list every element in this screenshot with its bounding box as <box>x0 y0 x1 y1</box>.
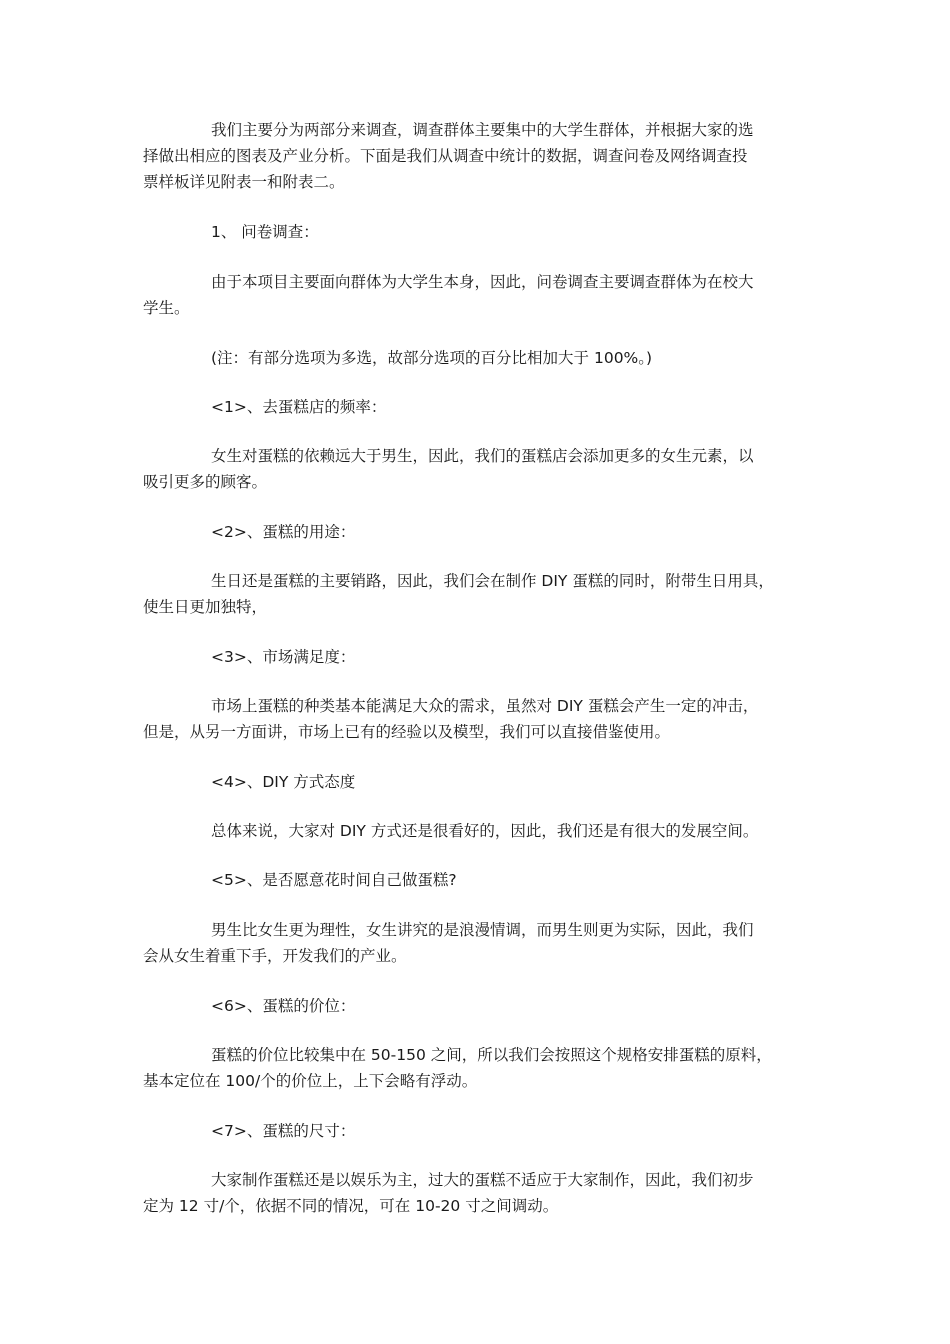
section-body-questionnaire <box>143 269 823 321</box>
heading-text: <3>、市场满足度： <box>211 648 356 666</box>
intro-paragraph <box>143 117 823 195</box>
text-line: 总体来说，大家对 DIY 方式还是很看好的，因此，我们还是有很大的发展空间。 <box>211 822 759 840</box>
text-line: 但是，从另一方面讲，市场上已有的经验以及模型，我们可以直接借鉴使用。 <box>143 723 671 741</box>
question-4-heading <box>143 769 823 795</box>
question-6-body <box>143 1042 823 1094</box>
text-line: 由于本项目主要面向群体为大学生本身，因此，问卷调查主要调查群体为在校大 <box>211 273 754 291</box>
text-line: 男生比女生更为理性，女生讲究的是浪漫情调，而男生则更为实际，因此，我们 <box>211 921 754 939</box>
section-heading-questionnaire <box>143 219 823 245</box>
question-6-heading <box>143 993 823 1019</box>
text-line: 使生日更加独特， <box>143 598 268 616</box>
text-line: 吸引更多的顾客。 <box>143 473 268 491</box>
question-7-heading <box>143 1118 823 1144</box>
text-line: 生日还是蛋糕的主要销路，因此，我们会在制作 DIY 蛋糕的同时，附带生日用具， <box>211 572 774 590</box>
question-4-body <box>143 818 823 844</box>
question-5-heading <box>143 867 823 893</box>
text-line: 学生。 <box>143 299 190 317</box>
heading-text: <2>、蛋糕的用途： <box>211 523 356 541</box>
heading-text: <5>、是否愿意花时间自己做蛋糕? <box>211 871 457 889</box>
question-7-body <box>143 1167 823 1219</box>
text-line: 票样板详见附表一和附表二。 <box>143 173 345 191</box>
question-2-heading <box>143 519 823 545</box>
text-line: 蛋糕的价位比较集中在 50-150 之间，所以我们会按照这个规格安排蛋糕的原料， <box>211 1046 772 1064</box>
question-3-body <box>143 693 823 745</box>
text-line: 大家制作蛋糕还是以娱乐为主，过大的蛋糕不适应于大家制作，因此，我们初步 <box>211 1171 754 1189</box>
heading-text: <7>、蛋糕的尺寸： <box>211 1122 356 1140</box>
text-line: 会从女生着重下手，开发我们的产业。 <box>143 947 407 965</box>
heading-text: <1>、去蛋糕店的频率： <box>211 398 387 416</box>
heading-text: <4>、DIY 方式态度 <box>211 773 356 791</box>
text-line: 择做出相应的图表及产业分析。下面是我们从调查中统计的数据，调查问卷及网络调查投 <box>143 147 748 165</box>
question-3-heading <box>143 644 823 670</box>
question-1-body <box>143 443 823 495</box>
text-line: 我们主要分为两部分来调查，调查群体主要集中的大学生群体，并根据大家的选 <box>211 121 754 139</box>
text-line: (注：有部分选项为多选，故部分选项的百分比相加大于 100%。) <box>211 349 653 367</box>
text-line: 市场上蛋糕的种类基本能满足大众的需求，虽然对 DIY 蛋糕会产生一定的冲击， <box>211 697 759 715</box>
text-line: 基本定位在 100/个的价位上，上下会略有浮动。 <box>143 1072 478 1090</box>
heading-text: <6>、蛋糕的价位： <box>211 997 356 1015</box>
question-5-body <box>143 917 823 969</box>
text-line: 定为 12 寸/个，依据不同的情况，可在 10-20 寸之间调动。 <box>143 1197 559 1215</box>
question-2-body <box>143 568 823 620</box>
heading-text: 1、 问卷调查： <box>211 223 319 241</box>
question-1-heading <box>143 394 823 420</box>
text-line: 女生对蛋糕的依赖远大于男生，因此，我们的蛋糕店会添加更多的女生元素，以 <box>211 447 754 465</box>
note-paragraph <box>143 345 823 371</box>
